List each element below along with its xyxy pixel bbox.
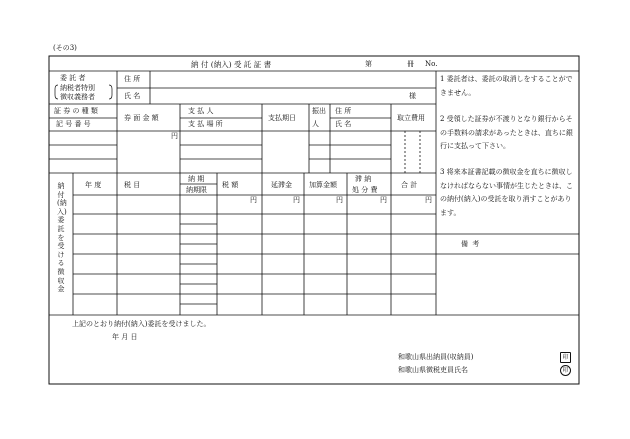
- face-value-label: 券 面 金 額: [124, 114, 159, 122]
- col-total-label: 合 計: [401, 181, 418, 189]
- drawer-name-label: 氏 名: [335, 120, 352, 128]
- collection-fee-label: 取立費用: [397, 114, 425, 122]
- security-kind-label: 証 券 の 種 類: [54, 107, 98, 115]
- official-2: 和歌山県徴税吏員氏名: [398, 366, 468, 374]
- seal-stamp-2: 印: [560, 365, 571, 376]
- total-yen: 円: [425, 196, 432, 204]
- col-year-label: 年 度: [85, 181, 102, 189]
- number-label: No.: [425, 60, 438, 68]
- delinquency-yen: 円: [293, 196, 300, 204]
- additional-yen: 円: [336, 196, 343, 204]
- note-1: 1 委託者は、委託の取消しをすることができません。: [440, 75, 573, 97]
- consignor-sub-label-1: 納税者特別: [60, 84, 95, 92]
- col-arrears-label-1: 滞 納: [355, 175, 372, 183]
- drawer-label-1: 振出: [312, 107, 326, 115]
- official-1: 和歌山県出納員(収納員): [398, 353, 474, 361]
- col-period-label: 納 期: [188, 175, 205, 183]
- volume-satsu-label: 冊: [407, 60, 414, 68]
- page-label: (その3): [53, 44, 77, 52]
- footer-date: 年 月 日: [112, 333, 138, 341]
- col-additional-label: 加算金額: [309, 181, 337, 189]
- page-title: 納 付 (納入) 受 託 証 書: [191, 60, 272, 69]
- col-tax-label: 税 額: [222, 181, 239, 189]
- drawer-address-label: 住 所: [335, 107, 352, 115]
- face-value-yen: 円: [171, 132, 178, 140]
- security-number-label: 記 号 番 号: [56, 120, 91, 128]
- note-2: 2 受領した証券が不渡りとなり銀行からその手数料の請求があったときは、直ちに銀行に支払って下さい。: [440, 115, 573, 150]
- col-delinquency-label: 延滞金: [271, 181, 292, 189]
- name-suffix: 様: [409, 92, 416, 100]
- tax-vertical-label: 納付(納入)委託を受ける徴収金: [57, 182, 67, 294]
- note-3: 3 将来本証書記載の徴収金を直ちに徴収しなければならない事情が生じたときは、この納付(納入)の受託を取り消すことがあります。: [440, 168, 573, 217]
- volume-dai-label: 第: [365, 60, 372, 68]
- remarks-label: 備 考: [461, 240, 481, 248]
- payer-label: 支 払 人: [188, 107, 214, 115]
- pay-place-label: 支 払 場 所: [188, 120, 223, 128]
- address-label: 住 所: [124, 75, 141, 83]
- col-arrears-label-2: 処 分 費: [352, 186, 378, 194]
- col-deadline-label: 納期限: [186, 186, 207, 194]
- seal-stamp-1: 印: [560, 352, 571, 363]
- col-item-label: 税 目: [124, 181, 141, 189]
- pay-date-label: 支払期日: [268, 114, 296, 122]
- footer-statement: 上記のとおり納付(納入)委託を受けました。: [72, 320, 211, 328]
- consignor-sub-label-2: 徴収義務者: [60, 93, 95, 101]
- consignor-label: 委 託 者: [60, 74, 86, 82]
- tax-yen: 円: [250, 196, 257, 204]
- arrears-yen: 円: [380, 196, 387, 204]
- drawer-label-2: 人: [312, 120, 319, 128]
- name-label: 氏 名: [124, 92, 141, 100]
